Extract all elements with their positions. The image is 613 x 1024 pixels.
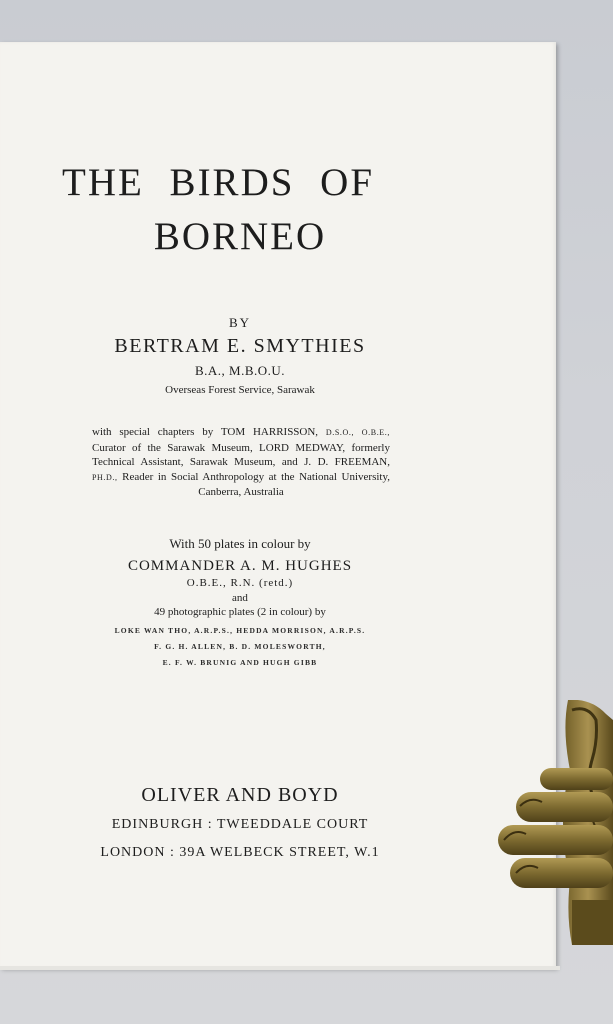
chapters-text-1: with special chapters by TOM HARRISSON,	[92, 426, 319, 438]
and-label: and	[232, 592, 248, 604]
by-label: BY	[228, 315, 252, 330]
title-page	[0, 42, 556, 968]
photographers-line-2: F. G. H. ALLEN, B. D. MOLESWORTH,	[154, 642, 326, 651]
colour-plates-line: With 50 plates in colour by	[169, 536, 311, 551]
brass-hand-clip-icon	[496, 700, 613, 945]
publisher-london-address: LONDON : 39A WELBECK STREET, W.1	[100, 845, 380, 860]
author-credentials: B.A., M.B.O.U.	[194, 363, 286, 378]
author-service: Overseas Forest Service, Sarawak	[165, 384, 315, 396]
publisher-name: OLIVER AND BOYD	[141, 784, 339, 806]
photographers-line-3: E. F. W. BRUNIG AND HUGH GIBB	[162, 658, 318, 667]
special-chapters-paragraph	[92, 425, 390, 500]
chapters-freeman-degree: PH.D.,	[92, 472, 118, 482]
title-line-2: BORNEO	[153, 215, 327, 258]
illustrator-name: COMMANDER A. M. HUGHES	[127, 558, 353, 574]
illustrator-credentials: O.B.E., R.N. (retd.)	[186, 577, 294, 589]
page-edge	[0, 966, 560, 970]
author-name: BERTRAM E. SMYTHIES	[114, 335, 366, 357]
publisher-edinburgh-address: EDINBURGH : TWEEDDALE COURT	[111, 817, 369, 832]
photographers-line-1: LOKE WAN THO, A.R.P.S., HEDDA MORRISON, A.R.P.S.	[114, 626, 366, 635]
photographic-plates-line: 49 photographic plates (2 in colour) by	[154, 606, 326, 618]
chapters-harrisson-honours: D.S.O., O.B.E.,	[325, 428, 390, 437]
chapters-text-3: Reader in Social Anthropology at the National University, Canberra, Australia	[122, 470, 390, 499]
title-line-1: THE BIRDS OF	[62, 161, 375, 204]
photographers-list	[0, 623, 480, 671]
chapters-text-2: Curator of the Sarawak Museum, LORD MEDWAY, formerly Technical Assistant, Sarawak Museum, and J. D. FREEMAN,	[92, 441, 390, 469]
